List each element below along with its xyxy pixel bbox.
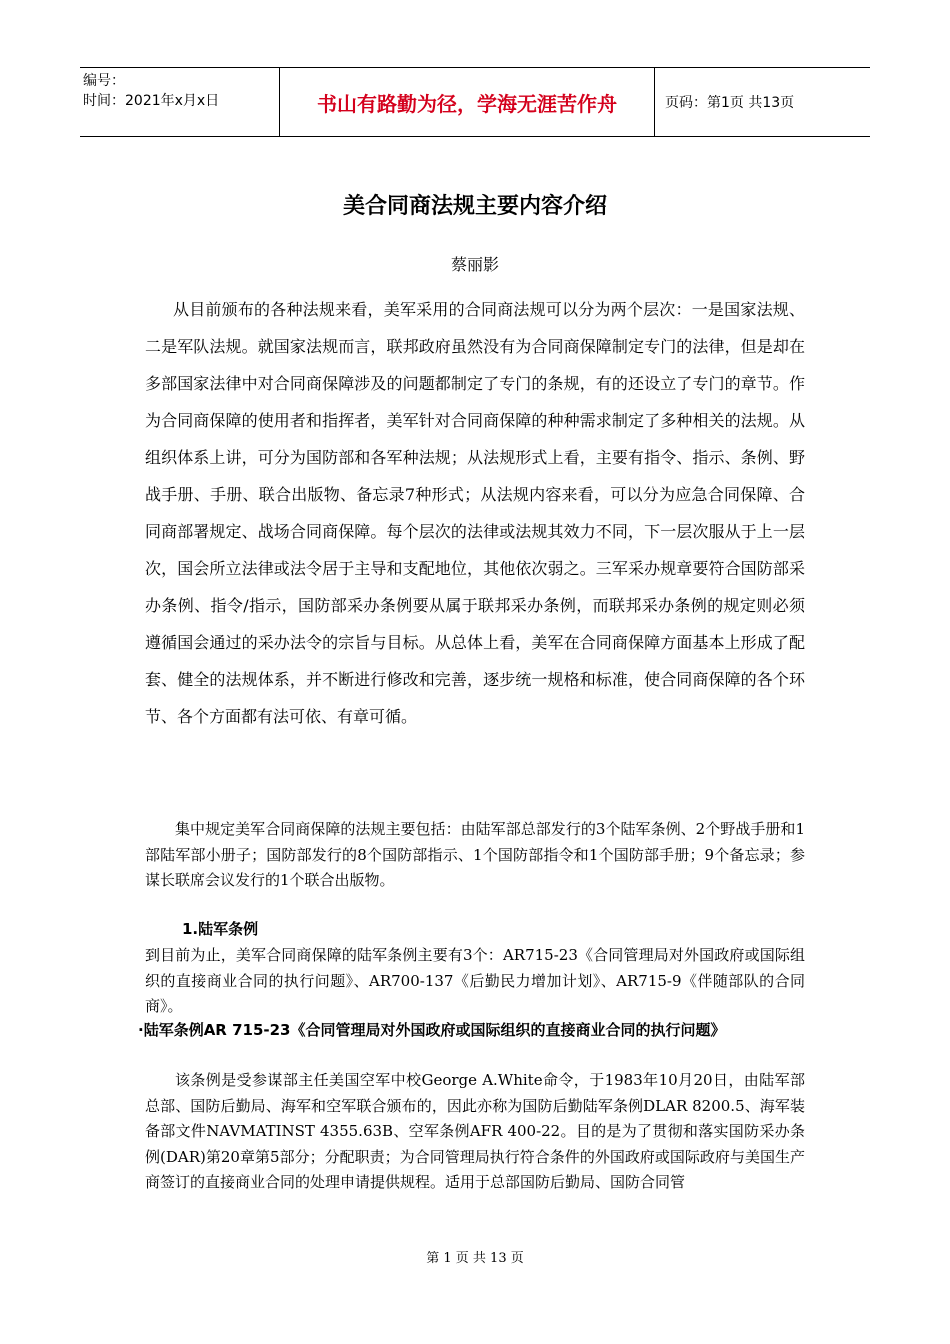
- header-page-number: 页码：第1页 共13页: [665, 95, 795, 111]
- number-label: 编号：: [83, 73, 125, 89]
- time-label: 时间：2021年x月x日: [83, 93, 220, 109]
- page-footer: 第 1 页 共 13 页: [426, 1251, 524, 1266]
- header-motto: 书山有路勤为径，学海无涯苦作舟: [280, 68, 655, 136]
- section-heading-ar-715-23: ·陆军条例AR 715-23《合同管理局对外国政府或国际组织的直接商业合同的执行问题》: [138, 1021, 726, 1039]
- header-meta-cell: [80, 68, 280, 136]
- paragraph-2: 集中规定美军合同商保障的法规主要包括：由陆军部总部发行的3个陆军条例、2个野战手册和1部陆军部小册子；国防部发行的8个国防部指示、1个国防部指令和1个国防部手册；9个备忘录；参谋长联席会议发行的1个联合出版物。: [145, 820, 805, 889]
- section-heading-army-regulations: 1.陆军条例: [182, 920, 259, 938]
- paragraph-1: 从目前颁布的各种法规来看，美军采用的合同商法规可以分为两个层次：一是国家法规、二是军队法规。就国家法规而言，联邦政府虽然没有为合同商保障制定专门的法律，但是却在多部国家法律中对合同商保障涉及的问题都制定了专门的条规，有的还设立了专门的章节。作为合同商保障的使用者和指挥者，美军针对合同商保障的种种需求制定了多种相关的法规。从组织体系上讲，可分为国防部和各军种法规；从法规形式上看，主要有指令、指示、条例、野战手册、手册、联合出版物、备忘录7种形式；从法规内容来看，可以分为应急合同保障、合同商部署规定、战场合同商保障。每个层次的法律或法规其效力不同，下一层次服从于上一层次，国会所立法律或法令居于主导和支配地位，其他依次弱之。三军采办规章要符合国防部采办条例、指令/指示，国防部采办条例要从属于联邦采办条例，而联邦采办条例的规定则必须遵循国会通过的采办法令的宗旨与目标。从总体上看，美军在合同商保障方面基本上形成了配套、健全的法规体系，并不断进行修改和完善，逐步统一规格和标准，使合同商保障的各个环节、各个方面都有法可依、有章可循。: [145, 300, 805, 726]
- document-title: 美合同商法规主要内容介绍: [342, 194, 607, 219]
- header-table: [80, 67, 870, 137]
- document-author: 蔡丽影: [450, 255, 499, 274]
- paragraph-4: 该条例是受参谋部主任美国空军中校George A.White命令，于1983年10月20日，由陆军部总部、国防后勤局、海军和空军联合颁布的，因此亦称为国防后勤陆军条例DLAR 8200.5、海军装备部文件NAVMATINST 4355.63B、空军条例AFR 400-22。目的是为了贯彻和落实国防采办条例(DAR)第20章第5部分；分配职责；为合同管理局执行符合条件的外国政府或国际政府与美国生产商签订的直接商业合同的处理申请提供规程。适用于总部国防后勤局、国防合同管: [145, 1071, 805, 1191]
- paragraph-3: 到目前为止，美军合同商保障的陆军条例主要有3个：AR715-23《合同管理局对外国政府或国际组织的直接商业合同的执行问题》、AR700-137《后勤民力增加计划》、AR715-9《伴随部队的合同商》。: [145, 946, 805, 1015]
